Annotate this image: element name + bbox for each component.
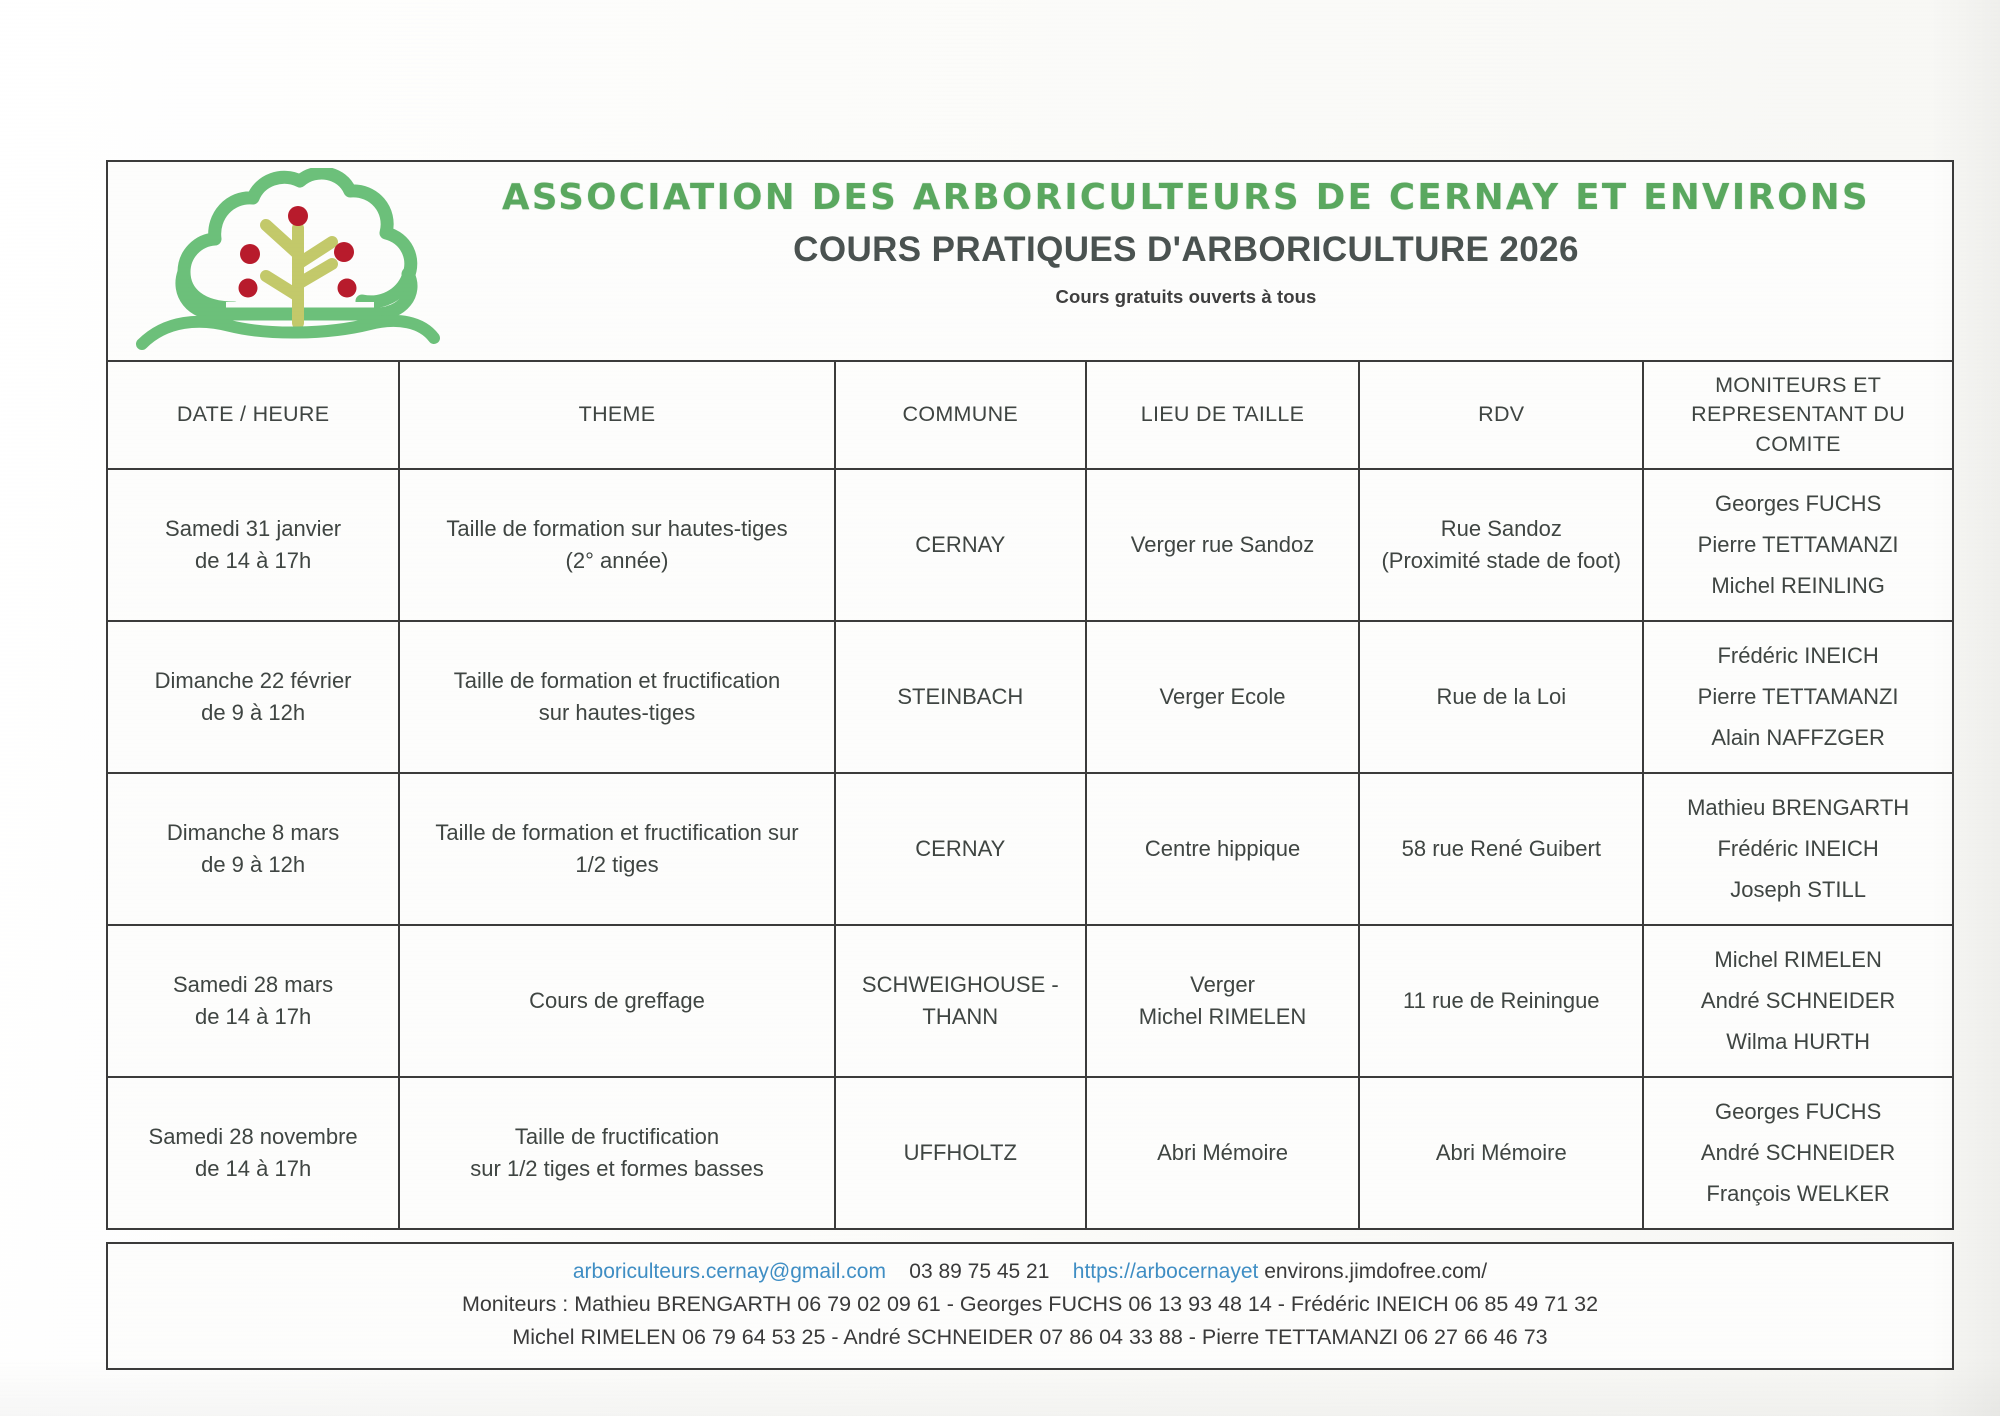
moniteurs-label: Moniteurs : — [461, 1291, 575, 1316]
website-link-tail: environs.jimdofree.com/ — [1258, 1260, 1488, 1283]
commune-line-2: THANN — [922, 1004, 999, 1029]
theme-line-2: sur 1/2 tiges et formes basses — [470, 1156, 764, 1181]
moniteur-name: Frédéric INEICH — [1717, 643, 1879, 669]
lieu-line-1: Centre hippique — [1144, 836, 1301, 862]
rdv-line-1: Rue Sandoz — [1440, 516, 1562, 542]
lieu-line-1: Verger rue Sandoz — [1130, 532, 1315, 558]
theme-line-1: Cours de greffage — [529, 988, 705, 1014]
theme-line-2: 1/2 tiges — [575, 852, 659, 877]
flyer-sheet — [106, 160, 1954, 1370]
moniteur-name: Pierre TETTAMANZI — [1697, 684, 1899, 710]
cell-moniteurs — [1643, 773, 1953, 925]
column-header-date: DATE / HEURE — [107, 361, 399, 469]
moniteur-name: Georges FUCHS — [1714, 491, 1882, 517]
table-row — [107, 925, 1953, 1077]
cell-commune: STEINBACH — [835, 621, 1086, 773]
theme-line-1: Taille de formation et fructification sur — [435, 820, 799, 846]
moniteur-name: Frédéric INEICH — [1717, 836, 1879, 862]
email-link[interactable]: arboriculteurs.cernay@gmail.com — [572, 1260, 886, 1283]
moniteur-name: Alain NAFFZGER — [1711, 724, 1885, 750]
cell-theme — [399, 925, 835, 1077]
column-header-lieu: LIEU DE TAILLE — [1086, 361, 1360, 469]
moniteur-name: Mathieu BRENGARTH — [1687, 795, 1910, 821]
lieu-line-2: Michel RIMELEN — [1138, 1004, 1307, 1029]
contact-footer — [106, 1242, 1954, 1370]
moniteurs-contacts-1: Mathieu BRENGARTH 06 79 02 09 61 - Georges FUCHS 06 13 93 48 14 - Frédéric INEICH 06 85 49 71 32 — [574, 1291, 1599, 1316]
date-line-2: de 14 à 17h — [194, 1004, 312, 1029]
association-title: ASSOCIATION DES ARBORICULTEURS DE CERNAY ET ENVIRONS — [502, 177, 1870, 218]
column-header-moniteurs-line-2: REPRESENTANT DU — [1691, 402, 1906, 427]
moniteur-name: Pierre TETTAMANZI — [1697, 532, 1899, 558]
cell-moniteurs — [1643, 925, 1953, 1077]
moniteur-name: André SCHNEIDER — [1700, 988, 1896, 1014]
document-title: COURS PRATIQUES D'ARBORICULTURE 2026 — [793, 230, 1579, 270]
cell-lieu — [1086, 469, 1360, 621]
moniteur-name: André SCHNEIDER — [1700, 1140, 1896, 1166]
rdv-line-1: Abri Mémoire — [1435, 1140, 1567, 1166]
footer-moniteurs-line-2: Michel RIMELEN 06 79 64 53 25 - André SCHNEIDER 07 86 04 33 88 - Pierre TETTAMANZI 06 27 66 46 73 — [512, 1324, 1548, 1349]
cell-date — [107, 925, 399, 1077]
cell-lieu — [1086, 621, 1360, 773]
header-titles — [438, 178, 1934, 308]
rdv-line-2: (Proximité stade de foot) — [1381, 548, 1622, 573]
column-header-rdv: RDV — [1359, 361, 1643, 469]
theme-line-1: Taille de fructification — [514, 1124, 720, 1150]
cell-rdv — [1359, 469, 1643, 621]
commune-line-1: SCHWEIGHOUSE - — [861, 972, 1059, 998]
cell-date — [107, 621, 399, 773]
cell-date — [107, 1077, 399, 1229]
date-line-2: de 14 à 17h — [194, 548, 312, 573]
date-line-1: Dimanche 8 mars — [166, 820, 340, 846]
theme-line-2: (2° année) — [565, 548, 669, 573]
table-row — [107, 773, 1953, 925]
lieu-line-1: Abri Mémoire — [1157, 1140, 1288, 1166]
date-line-1: Samedi 28 novembre — [148, 1124, 358, 1150]
cell-theme — [399, 469, 835, 621]
cell-rdv — [1359, 621, 1643, 773]
rdv-line-1: 58 rue René Guibert — [1401, 836, 1601, 862]
theme-line-1: Taille de formation sur hautes-tiges — [446, 516, 788, 542]
cell-lieu — [1086, 773, 1360, 925]
cell-moniteurs — [1643, 621, 1953, 773]
cell-theme — [399, 773, 835, 925]
date-line-2: de 9 à 12h — [201, 852, 306, 877]
cell-commune — [835, 925, 1086, 1077]
date-line-2: de 9 à 12h — [201, 700, 306, 725]
footer-contact-line — [118, 1256, 1942, 1288]
table-row — [107, 1077, 1953, 1229]
lieu-line-1: Verger — [1190, 972, 1255, 998]
cell-moniteurs — [1643, 1077, 1953, 1229]
column-header-moniteurs — [1643, 361, 1953, 469]
date-line-2: de 14 à 17h — [194, 1156, 312, 1181]
footer-moniteurs-line-1 — [118, 1288, 1942, 1321]
date-line-1: Samedi 28 mars — [172, 972, 334, 998]
cell-commune: CERNAY — [835, 469, 1086, 621]
cell-theme — [399, 1077, 835, 1229]
moniteur-name: Wilma HURTH — [1726, 1028, 1871, 1054]
association-phone: 03 89 75 45 21 — [909, 1260, 1050, 1283]
rdv-line-1: 11 rue de Reiningue — [1403, 988, 1600, 1014]
cell-rdv — [1359, 1077, 1643, 1229]
column-header-moniteurs-line-3: COMITE — [1755, 431, 1841, 456]
cell-rdv — [1359, 925, 1643, 1077]
rdv-line-1: Rue de la Loi — [1436, 684, 1567, 710]
cell-rdv — [1359, 773, 1643, 925]
cell-lieu — [1086, 1077, 1360, 1229]
courses-table — [106, 360, 1954, 1230]
column-header-theme: THEME — [399, 361, 835, 469]
header-block — [106, 160, 1954, 360]
moniteur-name: Michel RIMELEN — [1714, 947, 1882, 973]
cell-date — [107, 469, 399, 621]
cell-lieu — [1086, 925, 1360, 1077]
apple-tree-logo — [126, 168, 446, 354]
column-header-moniteurs-line-1: MONITEURS ET — [1715, 373, 1882, 398]
cell-moniteurs — [1643, 469, 1953, 621]
free-courses-note: Cours gratuits ouverts à tous — [1055, 285, 1317, 307]
table-row — [107, 621, 1953, 773]
date-line-1: Dimanche 22 février — [154, 668, 352, 694]
moniteur-name: Georges FUCHS — [1714, 1099, 1882, 1125]
moniteur-name: Joseph STILL — [1730, 876, 1866, 902]
moniteur-name: François WELKER — [1706, 1180, 1890, 1206]
column-header-commune: COMMUNE — [835, 361, 1086, 469]
lieu-line-1: Verger Ecole — [1159, 684, 1286, 710]
moniteur-name: Michel REINLING — [1711, 572, 1885, 598]
cell-theme — [399, 621, 835, 773]
theme-line-2: sur hautes-tiges — [538, 700, 696, 725]
cell-date — [107, 773, 399, 925]
cell-commune: CERNAY — [835, 773, 1086, 925]
cell-commune: UFFHOLTZ — [835, 1077, 1086, 1229]
date-line-1: Samedi 31 janvier — [165, 516, 342, 542]
table-header-row — [107, 361, 1953, 469]
website-link[interactable]: https://arbocernayet — [1072, 1260, 1259, 1283]
theme-line-1: Taille de formation et fructification — [453, 668, 781, 694]
table-row — [107, 469, 1953, 621]
